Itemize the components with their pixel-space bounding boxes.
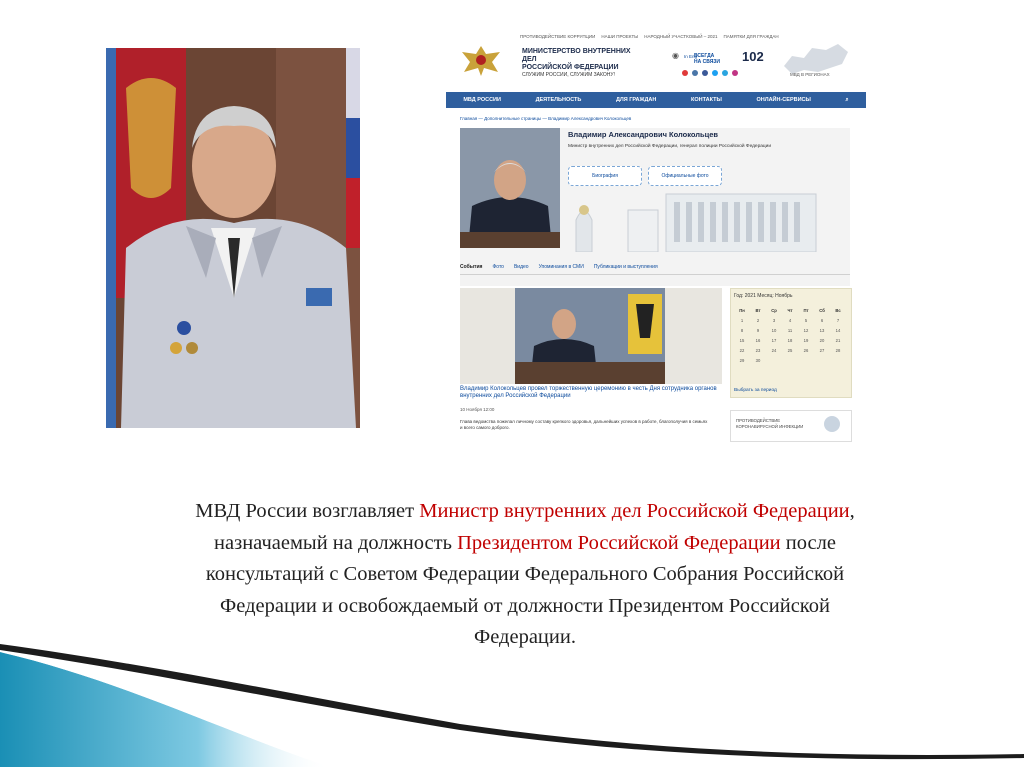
telegram-icon[interactable] bbox=[722, 70, 728, 76]
tab-video[interactable]: Видео bbox=[513, 264, 529, 270]
calendar-day-name: Вт bbox=[755, 308, 761, 313]
calendar-date[interactable]: 8 bbox=[740, 328, 744, 333]
person-position: Министр внутренних дел Российской Федерации, генерал полиции Российской Федерации bbox=[568, 144, 772, 149]
minister-photo bbox=[460, 128, 560, 248]
social-icons bbox=[682, 70, 738, 76]
calendar-date[interactable]: 6 bbox=[820, 318, 824, 323]
virus-icon bbox=[824, 416, 840, 432]
decorative-swoosh bbox=[0, 640, 1024, 767]
news-photo[interactable] bbox=[460, 288, 722, 384]
calendar-grid bbox=[734, 308, 846, 363]
calendar-date[interactable]: 10 bbox=[771, 328, 777, 333]
calendar-date[interactable]: 12 bbox=[803, 328, 809, 333]
calendar-day-name: Пт bbox=[803, 308, 809, 313]
top-link-memos[interactable]: ПАМЯТКИ ДЛЯ ГРАЖДАН bbox=[723, 34, 779, 39]
top-link-anticorruption[interactable]: ПРОТИВОДЕЙСТВИЕ КОРРУПЦИИ bbox=[520, 34, 596, 39]
text-part-6: . bbox=[570, 626, 576, 648]
news-lead: Глава ведомства пожелал личному составу крепкого здоровья, дальнейших успехов в работе, благополучия в семьях и всего самого доброго. bbox=[460, 419, 708, 430]
calendar-date[interactable]: 3 bbox=[772, 318, 776, 323]
calendar-year[interactable]: Год: 2021 bbox=[734, 293, 756, 299]
calendar-date[interactable]: 11 bbox=[787, 328, 793, 333]
calendar-date[interactable]: 27 bbox=[819, 348, 825, 353]
in-eng-link[interactable]: In Eng bbox=[684, 54, 698, 59]
person-name: Владимир Александрович Колокольцев bbox=[568, 130, 719, 139]
breadcrumb[interactable]: Главная — Дополнительные страницы — Владимир Александрович Колокольцев bbox=[460, 116, 632, 121]
covid-banner-text bbox=[736, 418, 816, 429]
tab-photo[interactable]: Фото bbox=[492, 264, 504, 270]
tab-events[interactable]: События bbox=[460, 264, 483, 270]
calendar-day-name: Ср bbox=[771, 308, 777, 313]
text-minister-red: Министр внутренних дел Российской Федерации bbox=[419, 500, 850, 522]
facebook-icon[interactable] bbox=[702, 70, 708, 76]
calendar-day-name: Пн bbox=[739, 308, 745, 313]
calendar-date[interactable]: 17 bbox=[771, 338, 777, 343]
covid-line2: КОРОНАВИРУСНОЙ ИНФЕКЦИИ bbox=[736, 423, 804, 429]
official-photo-button[interactable]: Официальные фото bbox=[648, 166, 722, 186]
calendar-date[interactable]: 15 bbox=[739, 338, 745, 343]
slide-body-text bbox=[180, 496, 870, 654]
accessibility-eye-icon[interactable]: ◉ bbox=[672, 51, 679, 60]
hotline-label-1: ВСЕГДА bbox=[694, 53, 715, 59]
mvd-emblem-icon bbox=[460, 42, 502, 78]
calendar-date[interactable]: 19 bbox=[803, 338, 809, 343]
text-part-3: , назначаемый на должность bbox=[214, 500, 855, 554]
calendar-date[interactable]: 13 bbox=[819, 328, 825, 333]
biography-button[interactable]: Биография bbox=[568, 166, 642, 186]
nav-mvd[interactable]: МВД РОССИИ bbox=[463, 97, 501, 103]
calendar-date[interactable]: 25 bbox=[787, 348, 793, 353]
calendar-header bbox=[734, 293, 792, 299]
building-illustration bbox=[566, 180, 826, 252]
nav-citizens[interactable]: ДЛЯ ГРАЖДАН bbox=[616, 97, 657, 103]
calendar-date[interactable]: 4 bbox=[788, 318, 792, 323]
calendar-date[interactable]: 22 bbox=[739, 348, 745, 353]
calendar-day-name: Сб bbox=[819, 308, 825, 313]
news-title[interactable]: Владимир Колокольцев провел торжественную церемонию в честь Дня сотрудника органов внутренних дел Российской Федерации bbox=[460, 386, 717, 399]
tabs-divider bbox=[460, 274, 850, 275]
calendar-date[interactable]: 9 bbox=[756, 328, 760, 333]
hotline-number: 102 bbox=[742, 49, 764, 64]
calendar-month[interactable]: Месяц: Ноябрь bbox=[757, 293, 793, 299]
calendar-date[interactable]: 14 bbox=[835, 328, 841, 333]
covid-line1: ПРОТИВОДЕЙСТВИЕ bbox=[736, 418, 781, 423]
text-part-1: МВД России возглавляет bbox=[195, 500, 420, 522]
calendar-date[interactable]: 7 bbox=[836, 318, 840, 323]
regions-link[interactable]: МВД В РЕГИОНАХ bbox=[790, 72, 830, 77]
news-meta: 10 Ноября 12:00 bbox=[460, 407, 495, 412]
hotline-label-2: НА СВЯЗИ bbox=[694, 59, 721, 65]
vk-icon[interactable] bbox=[692, 70, 698, 76]
top-link-projects[interactable]: НАШИ ПРОЕКТЫ bbox=[601, 34, 639, 39]
youtube-icon[interactable] bbox=[682, 70, 688, 76]
top-link-officer[interactable]: НАРОДНЫЙ УЧАСТКОВЫЙ – 2021 bbox=[644, 34, 718, 39]
calendar-date[interactable]: 24 bbox=[771, 348, 777, 353]
tab-publications[interactable]: Публикации и выступления bbox=[593, 264, 658, 270]
ministry-name-line2: РОССИЙСКОЙ ФЕДЕРАЦИИ bbox=[522, 64, 619, 71]
choose-period-link[interactable]: Выбрать за период bbox=[734, 388, 777, 393]
hotline-label bbox=[694, 53, 734, 65]
calendar-date[interactable]: 23 bbox=[755, 348, 761, 353]
tab-media[interactable]: Упоминания в СМИ bbox=[538, 264, 584, 270]
calendar-date[interactable]: 21 bbox=[835, 338, 841, 343]
nav-online[interactable]: ОНЛАЙН-СЕРВИСЫ bbox=[756, 97, 811, 103]
calendar-date[interactable]: 30 bbox=[755, 358, 761, 363]
search-icon[interactable]: ⌕ bbox=[845, 96, 849, 103]
site-nav bbox=[446, 92, 866, 108]
content-tabs bbox=[460, 264, 658, 270]
calendar-date[interactable]: 2 bbox=[756, 318, 760, 323]
ministry-name bbox=[522, 48, 642, 72]
calendar-date[interactable]: 29 bbox=[739, 358, 745, 363]
site-top-links bbox=[520, 34, 779, 39]
site-motto: СЛУЖИМ РОССИИ, СЛУЖИМ ЗАКОНУ! bbox=[522, 72, 615, 78]
calendar-date[interactable]: 16 bbox=[755, 338, 761, 343]
calendar-date[interactable]: 18 bbox=[787, 338, 793, 343]
calendar-day-name: Вс bbox=[835, 308, 841, 313]
portrait-photo bbox=[106, 48, 360, 428]
nav-contacts[interactable]: КОНТАКТЫ bbox=[691, 97, 722, 103]
ministry-name-line1: МИНИСТЕРСТВО ВНУТРЕННИХ ДЕЛ bbox=[522, 48, 631, 63]
text-president-red: Президентом Российской Федерации bbox=[457, 531, 781, 554]
calendar-date[interactable]: 1 bbox=[740, 318, 744, 323]
calendar-day-name: Чт bbox=[787, 308, 793, 313]
calendar-date[interactable]: 26 bbox=[803, 348, 809, 353]
calendar-date[interactable]: 20 bbox=[819, 338, 825, 343]
instagram-icon[interactable] bbox=[732, 70, 738, 76]
calendar-date[interactable]: 28 bbox=[835, 348, 841, 353]
twitter-icon[interactable] bbox=[712, 70, 718, 76]
website-screenshot bbox=[446, 30, 866, 442]
nav-activity[interactable]: ДЕЯТЕЛЬНОСТЬ bbox=[535, 97, 582, 103]
calendar-date[interactable]: 5 bbox=[804, 318, 808, 323]
text-part-5: после консультаций с Советом Федерации Федерального Собрания Российской Федерации и освобождаемый от должности Президентом Российской Федерации bbox=[205, 531, 845, 648]
russia-map-icon[interactable] bbox=[782, 40, 850, 84]
